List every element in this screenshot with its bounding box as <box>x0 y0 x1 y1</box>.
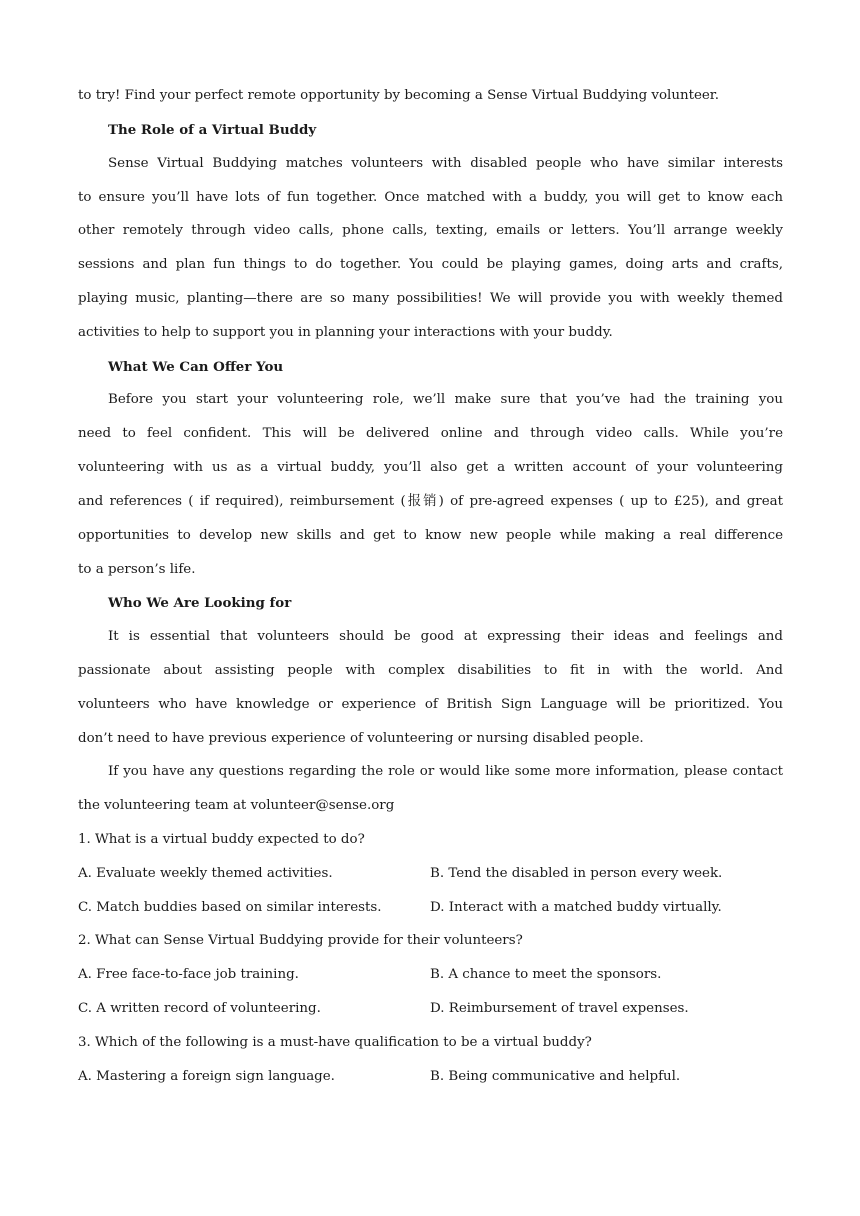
paragraph-line: passionate about assisting people with complex disabilities to fit in with the world. And <box>78 663 783 678</box>
paragraph-line: Before you start your volunteering role, we’ll make sure that you’ve had the training you <box>108 392 783 407</box>
paragraph-line: Sense Virtual Buddying matches volunteers with disabled people who have similar interests <box>108 156 783 171</box>
paragraph-line: volunteers who have knowledge or experience of British Sign Language will be prioritized. You <box>78 697 783 712</box>
paragraph-line: other remotely through video calls, phone calls, texting, emails or letters. You’ll arrange weekly <box>78 223 783 238</box>
paragraph-line: to ensure you’ll have lots of fun together. Once matched with a buddy, you will get to know each <box>78 190 783 205</box>
answer-option[interactable]: C. Match buddies based on similar interests. <box>78 900 382 915</box>
paragraph-line: It is essential that volunteers should be good at expressing their ideas and feelings and <box>108 629 783 644</box>
paragraph-line: activities to help to support you in planning your interactions with your buddy. <box>78 325 613 340</box>
section-heading-role: The Role of a Virtual Buddy <box>108 122 317 138</box>
answer-option[interactable]: B. A chance to meet the sponsors. <box>430 967 662 982</box>
paragraph-line: don’t need to have previous experience of volunteering or nursing disabled people. <box>78 731 644 746</box>
paragraph-line: need to feel confident. This will be delivered online and through video calls. While you’re <box>78 426 783 441</box>
paragraph-line: playing music, planting—there are so many possibilities! We will provide you with weekly themed <box>78 291 783 306</box>
paragraph-line: the volunteering team at volunteer@sense.org <box>78 798 395 813</box>
section-heading-looking: Who We Are Looking for <box>108 595 292 611</box>
paragraph-line: and references ( if required), reimbursement (报销) of pre-agreed expenses ( up to £25), and great <box>78 494 783 509</box>
paragraph-line: volunteering with us as a virtual buddy, you’ll also get a written account of your volunteering <box>78 460 783 475</box>
answer-option[interactable]: D. Reimbursement of travel expenses. <box>430 1001 689 1016</box>
paragraph-line: opportunities to develop new skills and get to know new people while making a real difference <box>78 528 783 543</box>
answer-option[interactable]: D. Interact with a matched buddy virtually. <box>430 900 722 915</box>
paragraph-line: If you have any questions regarding the role or would like some more information, please contact <box>108 764 783 779</box>
answer-option[interactable]: B. Being communicative and helpful. <box>430 1069 681 1084</box>
answer-option[interactable]: C. A written record of volunteering. <box>78 1001 321 1016</box>
question-stem: 3. Which of the following is a must-have qualification to be a virtual buddy? <box>78 1035 592 1050</box>
paragraph-line: to a person’s life. <box>78 562 196 577</box>
answer-option[interactable]: B. Tend the disabled in person every week. <box>430 866 723 881</box>
intro-line: to try! Find your perfect remote opportunity by becoming a Sense Virtual Buddying volunteer. <box>78 88 719 103</box>
answer-option[interactable]: A. Evaluate weekly themed activities. <box>78 866 333 881</box>
answer-option[interactable]: A. Free face-to-face job training. <box>78 967 299 982</box>
paragraph-line: sessions and plan fun things to do together. You could be playing games, doing arts and crafts, <box>78 257 783 272</box>
question-stem: 2. What can Sense Virtual Buddying provide for their volunteers? <box>78 933 523 948</box>
answer-option[interactable]: A. Mastering a foreign sign language. <box>78 1069 335 1084</box>
question-stem: 1. What is a virtual buddy expected to do? <box>78 832 365 847</box>
section-heading-offer: What We Can Offer You <box>108 359 284 375</box>
